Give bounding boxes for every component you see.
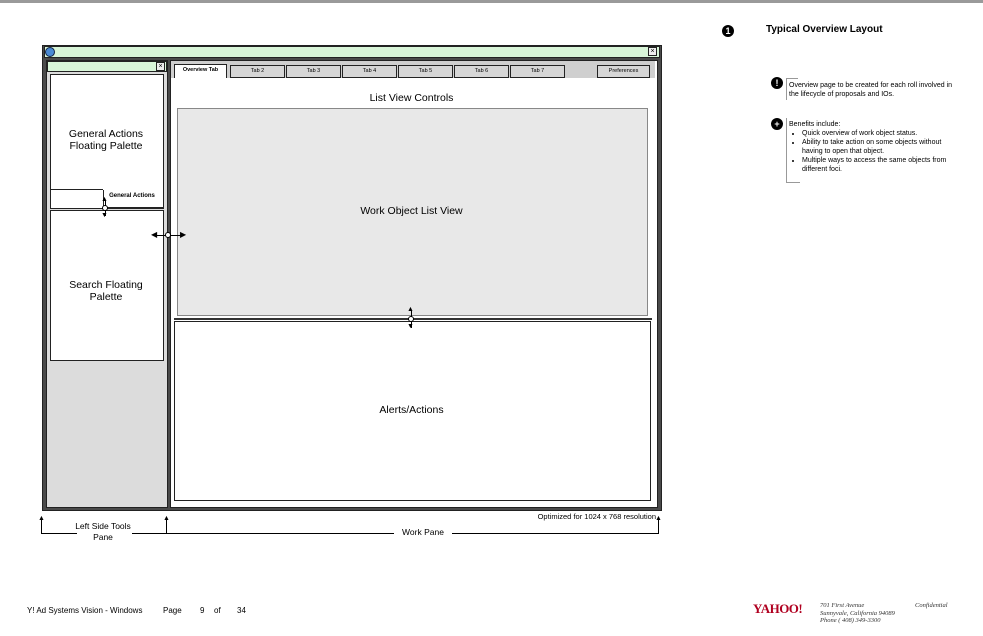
tab-6[interactable]: Tab 6 [454,65,509,78]
note1-rule [786,78,787,100]
note-overview-purpose: Overview page to be created for each roll involved in the lifecycle of proposals and IOs. [789,82,953,98]
list-view-controls[interactable]: List View Controls [369,92,454,104]
exclamation-icon: ! [771,77,783,89]
window-close-icon[interactable]: × [648,47,657,56]
note1-rule-top [786,78,798,79]
arrow-up-icon: ▲ [655,515,662,522]
left-bracket-line-b [132,533,166,534]
search-palette-label: Search Floating Palette [69,279,143,303]
arrow-down-icon: ▼ [407,323,414,330]
globe-icon [45,47,55,57]
address-line: Sunnyvale, California 94089 [820,609,895,617]
left-pane-title-bar [47,61,167,72]
alerts-actions-label: Alerts/Actions [379,404,444,416]
general-actions-palette-label: General Actions Floating Palette [68,128,144,152]
tab-overview[interactable]: Overview Tab [174,64,227,78]
list-resize-handle[interactable] [408,316,414,322]
work-pane-caption: Work Pane [402,527,444,537]
resolution-note: Optimized for 1024 x 768 resolution [537,512,656,521]
tab-2[interactable]: Tab 2 [230,65,285,78]
left-pane-close-icon[interactable]: × [156,62,165,71]
tab-5[interactable]: Tab 5 [398,65,453,78]
work-bracket-line-a [166,533,394,534]
bracket-divider [166,520,167,534]
address-line: Phone ( 408) 349-3300 [820,617,881,624]
confidential-label: Confidential [915,602,948,609]
window-title-bar [44,46,660,58]
left-pane-bracket-left [41,520,42,534]
page-title: Typical Overview Layout [766,24,883,35]
list-item: • Ability to take action on some objects without having to open that object. [802,138,961,156]
tab-7[interactable]: Tab 7 [510,65,565,78]
arrow-left-icon: ◀ [151,230,158,239]
list-item: • Multiple ways to access the same objects from different foci. [802,156,961,174]
arrow-right-icon: ▶ [180,230,187,239]
footer-page-label: Page [163,606,182,615]
arrow-up-icon: ▲ [407,306,414,313]
left-bracket-line-a [41,533,77,534]
arrow-up-icon: ▲ [38,515,45,522]
footer-of-label: of [214,606,221,615]
palette-resize-handle[interactable] [102,205,108,211]
arrow-up-icon: ▲ [163,515,170,522]
footer-doc-title: Y! Ad Systems Vision - Windows [27,606,143,615]
work-object-list-view-label: Work Object List View [360,205,463,217]
footer-address [820,602,920,625]
benefits-intro: Benefits include: [789,121,841,128]
address-line: 701 First Avenue [820,602,865,609]
left-pane-caption: Left Side Tools Pane [75,521,131,542]
note2-rule [786,118,787,182]
general-actions-tab-label: General Actions [109,193,155,199]
yahoo-logo: YAHOO! [753,601,803,616]
step-number-badge: 1 [722,25,734,37]
work-bracket-line-b [452,533,658,534]
palette-tab-ledge [51,189,103,190]
arrow-up-icon: ▲ [101,196,108,203]
list-item: • Quick overview of work object status. [802,129,961,138]
footer-page-total: 34 [237,606,246,615]
note2-rule-bottom [786,182,800,183]
page-top-border [0,0,983,3]
arrow-down-icon: ▼ [101,212,108,219]
tab-3[interactable]: Tab 3 [286,65,341,78]
work-pane-bracket-right [658,520,659,534]
pane-resize-handle[interactable] [165,232,171,238]
footer-page-number: 9 [200,606,205,615]
note-benefits [789,120,961,174]
tab-4[interactable]: Tab 4 [342,65,397,78]
plus-icon: + [771,118,783,130]
benefits-list [789,129,961,174]
tab-preferences[interactable]: Preferences [597,65,650,78]
